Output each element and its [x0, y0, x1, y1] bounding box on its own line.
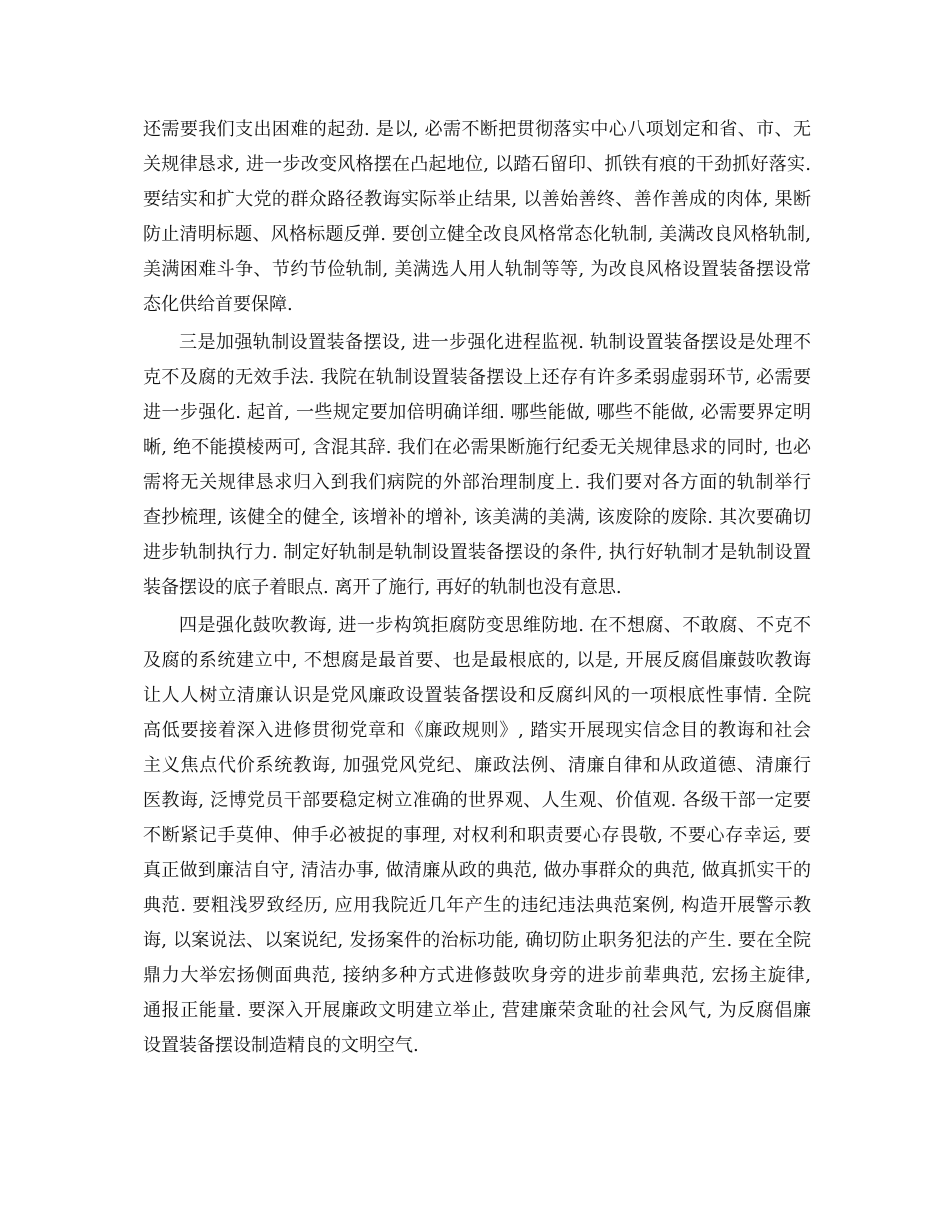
text-line: 鼎力大举宏扬侧面典范, 接纳多种方式进修鼓吹身旁的进步前辈典范, 宏扬主旋律,	[143, 965, 811, 986]
text-line: 真正做到廉洁自守, 清洁办事, 做清廉从政的典范, 做办事群众的典范, 做真抓实干的	[143, 860, 811, 881]
text-line: 三是加强轨制设置装备摆设, 进一步强化进程监视. 轨制设置装备摆设是处理不	[179, 332, 811, 353]
text-line: 高低要接着深入进修贯彻党章和《廉政规则》, 踏实开展现实信念目的教诲和社会	[143, 720, 811, 741]
text-line: 进一步强化. 起首, 一些规定要加倍明确详细. 哪些能做, 哪些不能做, 必需要界定明	[143, 402, 811, 423]
text-line: 不断紧记手莫伸、伸手必被捉的事理, 对权利和职责要心存畏敬, 不要心存幸运, 要	[143, 825, 811, 846]
text-line: 主义焦点代价系统教诲, 加强党风党纪、廉政法例、清廉自律和从政道德、清廉行	[143, 755, 811, 776]
text-line: 查抄梳理, 该健全的健全, 该增补的增补, 该美满的美满, 该废除的废除. 其次要确切	[143, 507, 811, 528]
text-line: 让人人树立清廉认识是党风廉政设置装备摆设和反腐纠风的一项根底性事情. 全院	[143, 685, 811, 706]
text-line: 典范. 要粗浅罗致经历, 应用我院近几年产生的违纪违法典范案例, 构造开展警示教	[143, 895, 811, 916]
text-line: 设置装备摆设制造精良的文明空气.	[143, 1035, 419, 1056]
text-line: 美满困难斗争、节约节俭轨制, 美满选人用人轨制等等, 为改良风格设置装备摆设常	[143, 259, 811, 280]
text-line: 及腐的系统建立中, 不想腐是最首要、也是最根底的, 以是, 开展反腐倡廉鼓吹教诲	[143, 650, 811, 671]
text-line: 进步轨制执行力. 制定好轨制是轨制设置装备摆设的条件, 执行好轨制才是轨制设置	[143, 542, 811, 563]
text-line: 装备摆设的底子着眼点. 离开了施行, 再好的轨制也没有意思.	[143, 577, 622, 598]
text-line: 克不及腐的无效手法. 我院在轨制设置装备摆设上还存有许多柔弱虚弱环节, 必需要	[143, 367, 811, 388]
document-body	[143, 112, 811, 1066]
text-line: 四是强化鼓吹教诲, 进一步构筑拒腐防变思维防地. 在不想腐、不敢腐、不克不	[179, 615, 811, 636]
text-line: 态化供给首要保障.	[143, 294, 293, 315]
text-line: 要结实和扩大党的群众路径教诲实际举止结果, 以善始善终、善作善成的肉体, 果断	[143, 189, 811, 210]
text-line: 需将无关规律恳求归入到我们病院的外部治理制度上. 我们要对各方面的轨制举行	[143, 472, 811, 493]
text-line: 关规律恳求, 进一步改变风格摆在凸起地位, 以踏石留印、抓铁有痕的干劲抓好落实.	[143, 154, 811, 175]
text-line: 医教诲, 泛博党员干部要稳定树立准确的世界观、人生观、价值观. 各级干部一定要	[143, 790, 811, 811]
text-line: 诲, 以案说法、以案说纪, 发扬案件的治标功能, 确切防止职务犯法的产生. 要在全院	[143, 930, 811, 951]
text-line: 防止清明标题、风格标题反弹. 要创立健全改良风格常态化轨制, 美满改良风格轨制,	[143, 224, 811, 245]
paragraph	[143, 325, 811, 605]
paragraph	[143, 608, 811, 1063]
text-line: 通报正能量. 要深入开展廉政文明建立举止, 营建廉荣贪耻的社会风气, 为反腐倡廉	[143, 1000, 811, 1021]
text-line: 还需要我们支出困难的起劲. 是以, 必需不断把贯彻落实中心八项划定和省、市、无	[143, 119, 811, 140]
paragraph	[143, 112, 811, 322]
text-line: 晰, 绝不能摸棱两可, 含混其辞. 我们在必需果断施行纪委无关规律恳求的同时, 也必	[143, 437, 811, 458]
